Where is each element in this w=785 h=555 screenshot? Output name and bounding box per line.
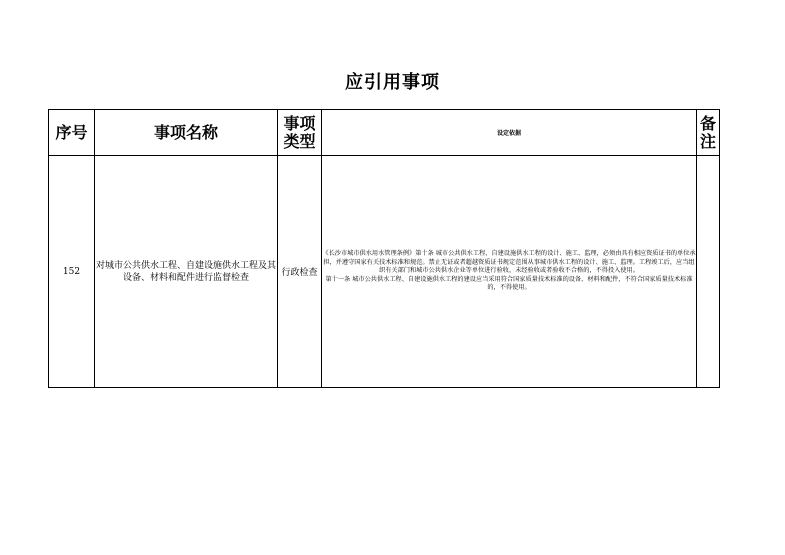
table-row [49, 156, 720, 388]
basis-paragraph-1: 《长沙市城市供水用水管理条例》第十条 城市公共供水工程、自建设施供水工程的设计、施工、监理，必须由具有相应资质证书的单位承担，并遵守国家有关技术标准和规范。禁止无证或者超越资质证书规定范围从事城市供水工程的设计、施工、监理。工程竣工后，应当组织有关部门和城市公共供水企业等单位进行验收，未经验收或者验收不合格的，不得投入使用。 [322, 250, 696, 275]
header-remark [697, 110, 720, 156]
cell-remark [697, 156, 720, 388]
basis-paragraph-2: 第十一条 城市公共供水工程、自建设施供水工程的建设应当采用符合国家质量技术标准的设备、材料和配件，不符合国家质量技术标准的，不得使用。 [325, 275, 693, 292]
header-type-line1: 事项 [283, 113, 316, 133]
header-remark-line1: 备 [699, 113, 716, 133]
header-name: 事项名称 [95, 110, 278, 156]
cell-name: 对城市公共供水工程、自建设施供水工程及其设备、材料和配件进行监督检查 [95, 156, 278, 388]
items-table [48, 109, 720, 388]
cell-seq: 152 [49, 156, 95, 388]
table-header-row [49, 110, 720, 156]
header-type-line2: 类型 [283, 131, 316, 151]
cell-basis [322, 156, 697, 388]
header-basis: 设定依据 [322, 110, 697, 156]
header-remark-line2: 注 [699, 131, 716, 151]
cell-type: 行政检查 [278, 156, 322, 388]
header-seq: 序号 [49, 110, 95, 156]
header-type [278, 110, 322, 156]
page-title: 应引用事项 [345, 72, 440, 93]
